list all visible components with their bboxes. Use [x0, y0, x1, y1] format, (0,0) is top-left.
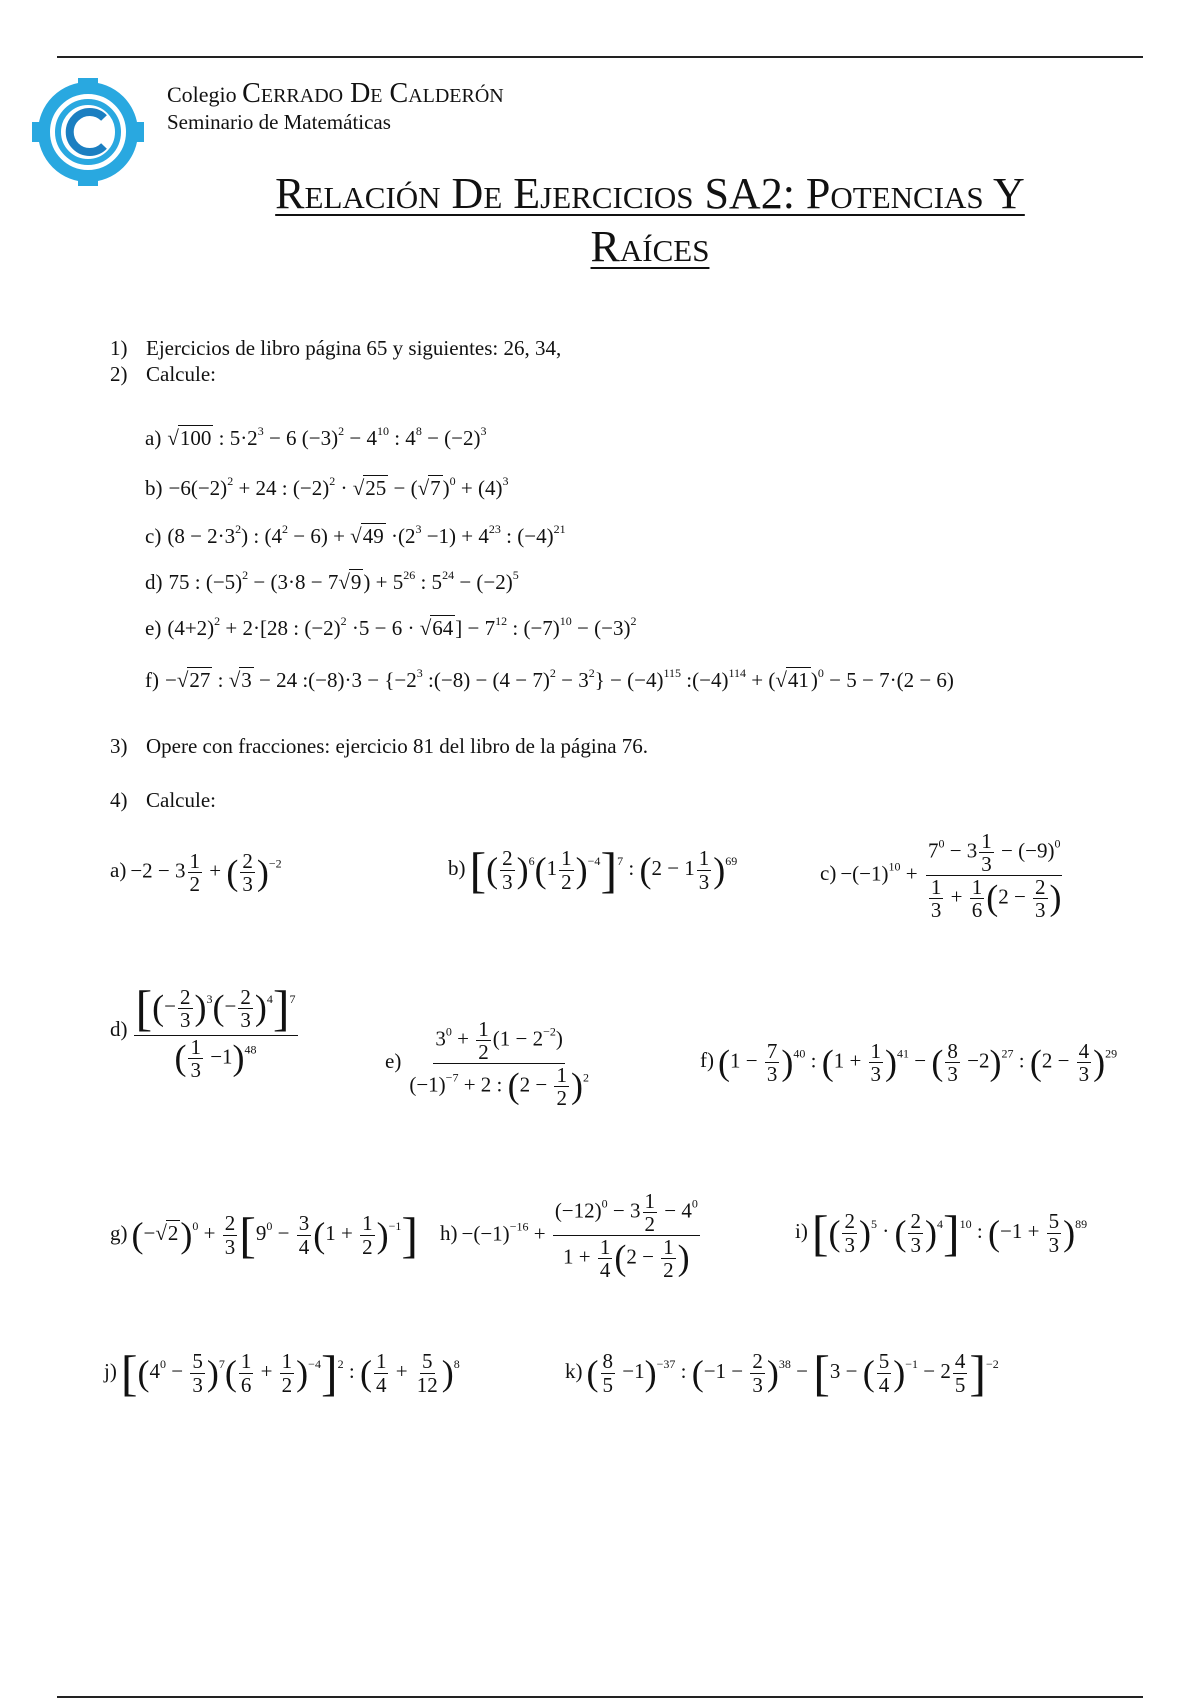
exercise-4f: f) (1 − $\frac{7}{3}$ )$^{40}$ : (1 + $\frac{1}{3}$ )$^{41}$ − ( $\frac{8}{3}$ −2)$^{27}$ : (2 − $\frac{4}{3}$ )$^{29}$ [700, 1039, 1118, 1087]
school-prefix: Colegio [167, 82, 237, 107]
school-logo [28, 72, 148, 192]
item-4: 4) Calcule: [110, 788, 216, 812]
exercise-4k: k) ( $\frac{8}{5}$ −1)$^{-37}$ : (−1 − $\frac{2}{3}$ )$^{38}$ − [3 − ( $\frac{5}{4}$ )$^{-1}$ − 2 $\frac{4}{5}$ ]$^{-2}$ [565, 1345, 999, 1401]
exercise-4d: d) [(− $\frac{2}{3}$ )$^3$(− $\frac{2}{3}$ )$^4$]$^7$ ( $\frac{1}{3}$ −1)$^{48}$ [110, 980, 296, 1082]
exercise-2b: $b) -6(-2)^2 + 24$ : $(-2)^2 \cdot √25 - (√7)^0 + (4)^3$ [145, 474, 509, 500]
exercise-4h: $h) -(-1)^{-16}$ + $(-12)^0 - 3$ $\frac{1}{2}$ − $4^0$ 1 + $\frac{1}{4}$ (2 − $\frac{1}{2}$ ) [440, 1189, 698, 1283]
exercise-4g: g) $(-√2)^0$ + $\frac{2}{3}$ [$9^0$ − $\frac{3}{4}$ (1 + $\frac{1}{2}$ )$^{-1}$] [110, 1207, 418, 1263]
title-line-1: Relación De Ejercicios SA2: Potencias Y [275, 169, 1025, 218]
exercise-4b: b)[( $\frac{2}{3}$ )$^6$(1 $\frac{1}{2}$ )$^{-4}$]$^7$ : (2 − 1 $\frac{1}{3}$ )$^{69}$ [448, 842, 738, 898]
exercise-4c: $c) -(-1)^{10}$ + $7^0 - 3$ $\frac{1}{3}$ − $(-9)^0$ $\frac{1}{3}$ + $\frac{1}{6}$ (2 − $\frac{2}{3}$ ) [820, 829, 1062, 923]
title-line-2: Raíces [590, 221, 710, 271]
item-2: 2) Calcule: [110, 362, 216, 386]
exercise-4j: $j)[(4^0$ − $\frac{5}{3}$ )$^7$( $\frac{1}{6}$ + $\frac{1}{2}$ )$^{-4}$]$^2$ : ( $\frac{1}{4}$ + $\frac{5}{12}$ )$^8$ [104, 1345, 460, 1401]
item-3: 3) Opere con fracciones: ejercicio 81 del libro de la página 76. [110, 734, 649, 758]
school-name: Cerrado De Calderón [242, 78, 504, 109]
top-rule [57, 56, 1143, 58]
exercise-4e: e) $3^0$ + $\frac{1}{2}$ $(1 - 2^{-2})$ $(-1)^{-7} + 2$ : (2 − $\frac{1}{2}$ )$^2$ [385, 1017, 589, 1111]
exercise-4a: a) −2 − 3 $\frac{1}{2}$ + ( $\frac{2}{3}$ )$^{-2}$ [110, 849, 282, 897]
exercise-2f: f) −√27 : √3 − 24 :(−8)·3 − {$-2^3$ :(−8) − $(4 - 7)^2 - 3^2\} - (-4)^{115}$ $:(-4)^{114} + (√41)^0 - 5 - 7\cdot(2 - 6)$ [145, 666, 954, 692]
exercise-4i: i)[( $\frac{2}{3}$ )$^5$ · ( $\frac{2}{3}$ )$^4$]$^{10}$ : (−1 + $\frac{5}{3}$ )$^{89}$ [795, 1205, 1088, 1261]
exercise-2c: c) $(8 - 2\cdot 3^2)$ : $(4^2 - 6) + √49 \cdot(2^3 -1) + 4^{23}$ : $(-4)^{21}$ [145, 522, 566, 548]
exercise-2d: d) 75 : $(-5)^2 - (3\cdot 8 - 7√9) + 5^{26}$ : $5^{24} - (-2)^5$ [145, 568, 519, 594]
exercise-2e: e) $(4+2)^2 + 2\cdot[28$ : $(-2)^2 \cdot 5 - 6 \cdot √64] - 7^{12}$ : $(-7)^{10} - (-3)^2$ [145, 614, 637, 640]
exercise-2a: a) √100 : $5\cdot 2^3 - 6$ $(-3)^2 - 4^{10}$ : $4^8 - (-2)^3$ [145, 424, 487, 450]
bottom-rule [57, 1696, 1143, 1698]
item-1: 1) Ejercicios de libro página 65 y siguientes: 26, 34, [110, 336, 562, 360]
page-title [170, 168, 1130, 274]
school-header [167, 78, 504, 134]
department: Seminario de Matemáticas [167, 110, 391, 135]
